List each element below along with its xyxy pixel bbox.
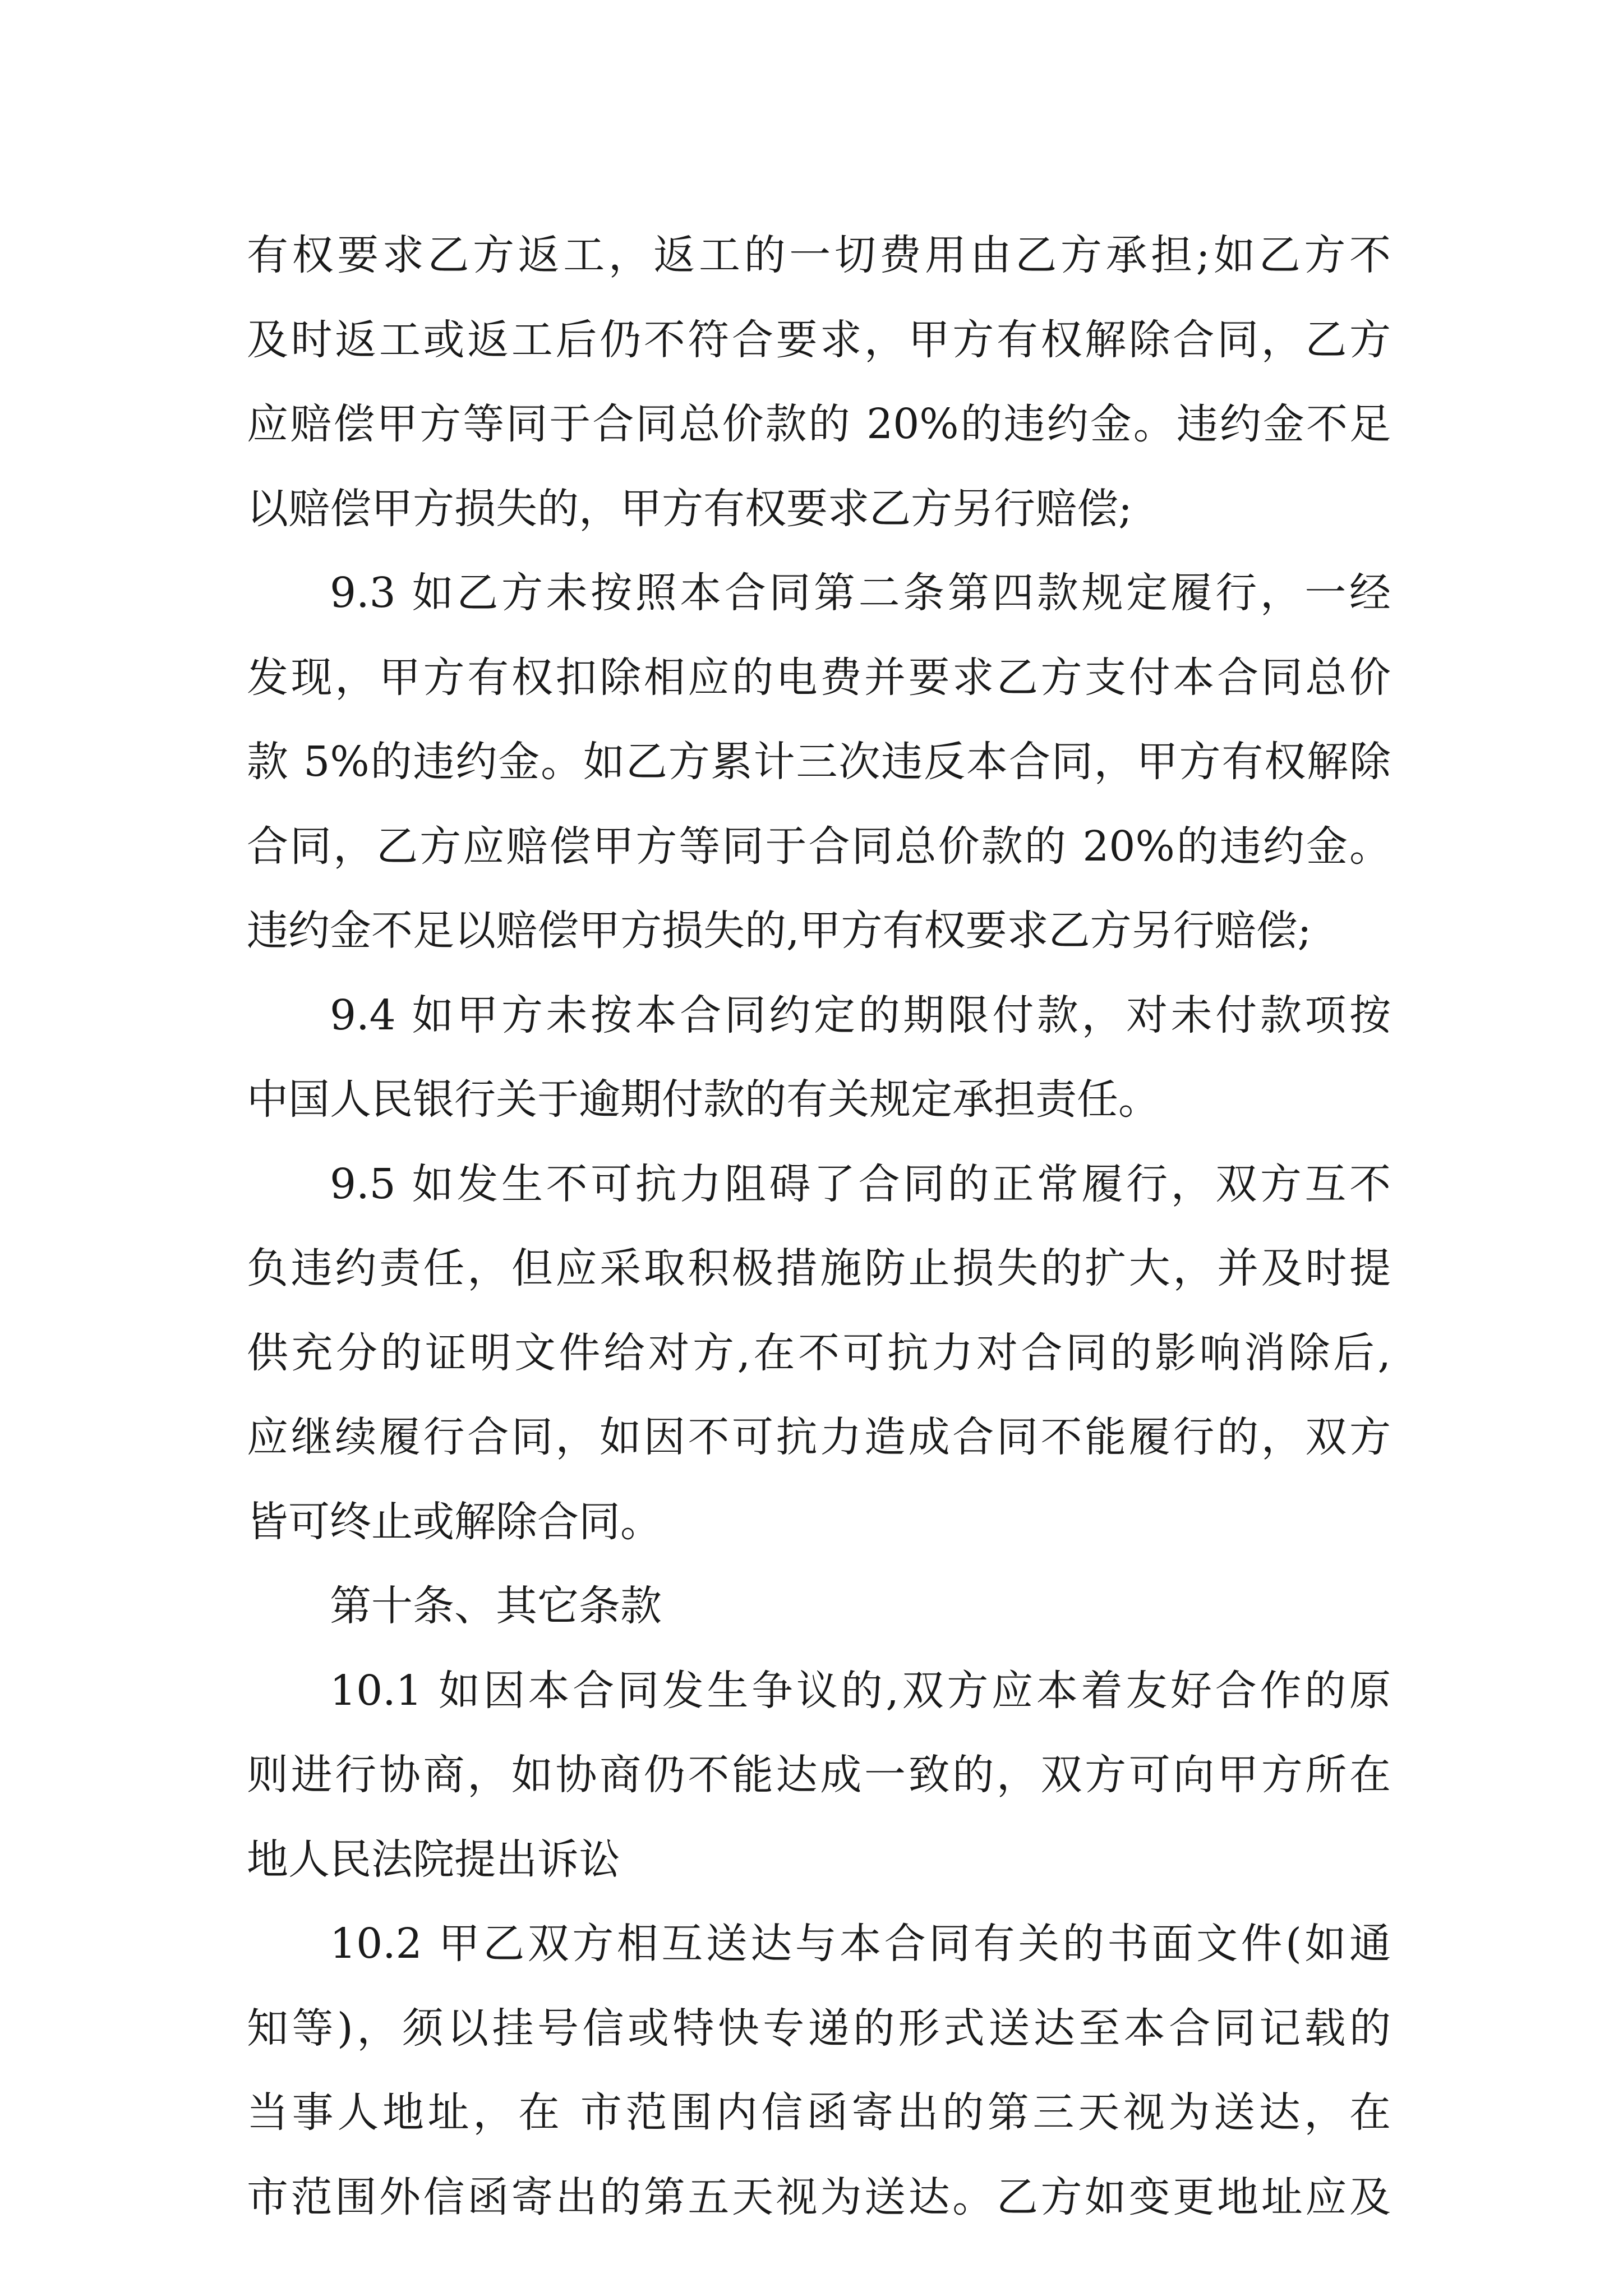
text-line: 供充分的证明文件给对方,在不可抗力对合同的影响消除后, [247,1328,1391,1377]
text-line: 有权要求乙方返工，返工的一切费用由乙方承担;如乙方不 [247,231,1391,279]
text-line: 知等)，须以挂号信或特快专递的形式送达至本合同记载的 [247,2004,1391,2053]
text-line: 中国人民银行关于逾期付款的有关规定承担责任。 [247,1075,1160,1124]
document-body [247,213,1391,2239]
clause-9-5-line: 9.5 如发生不可抗力阻碍了合同的正常履行，双方互不 [330,1159,1391,1208]
section-10-heading: 第十条、其它条款 [330,1582,662,1630]
text-line: 发现，甲方有权扣除相应的电费并要求乙方支付本合同总价 [247,653,1391,702]
text-line: 款 5%的违约金。如乙方累计三次违反本合同，甲方有权解除 [247,738,1391,786]
text-line: 负违约责任，但应采取积极措施防止损失的扩大，并及时提 [247,1244,1391,1292]
clause-9-4-line: 9.4 如甲方未按本合同约定的期限付款，对未付款项按 [330,991,1391,1039]
clause-10-1-line: 10.1 如因本合同发生争议的,双方应本着友好合作的原 [330,1666,1391,1715]
text-line: 以赔偿甲方损失的，甲方有权要求乙方另行赔偿; [247,484,1132,533]
clause-10-2-line: 10.2 甲乙双方相互送达与本合同有关的书面文件(如通 [330,1920,1391,1968]
text-line: 当事人地址，在 市范围内信函寄出的第三天视为送达，在 [247,2088,1391,2137]
text-line: 应继续履行合同，如因不可抗力造成合同不能履行的，双方 [247,1413,1391,1461]
text-line: 合同，乙方应赔偿甲方等同于合同总价款的 20%的违约金。 [247,822,1391,871]
text-line: 违约金不足以赔偿甲方损失的,甲方有权要求乙方另行赔偿; [247,907,1312,955]
clause-9-3-line: 9.3 如乙方未按照本合同第二条第四款规定履行，一经 [330,569,1391,617]
text-line: 市范围外信函寄出的第五天视为送达。乙方如变更地址应及 [247,2173,1391,2221]
text-line: 地人民法院提出诉讼 [247,1835,620,1884]
text-line: 皆可终止或解除合同。 [247,1497,662,1546]
text-line: 则进行协商，如协商仍不能达成一致的，双方可向甲方所在 [247,1751,1391,1799]
text-line: 应赔偿甲方等同于合同总价款的 20%的违约金。违约金不足 [247,400,1391,448]
text-line: 及时返工或返工后仍不符合要求，甲方有权解除合同，乙方 [247,315,1391,364]
